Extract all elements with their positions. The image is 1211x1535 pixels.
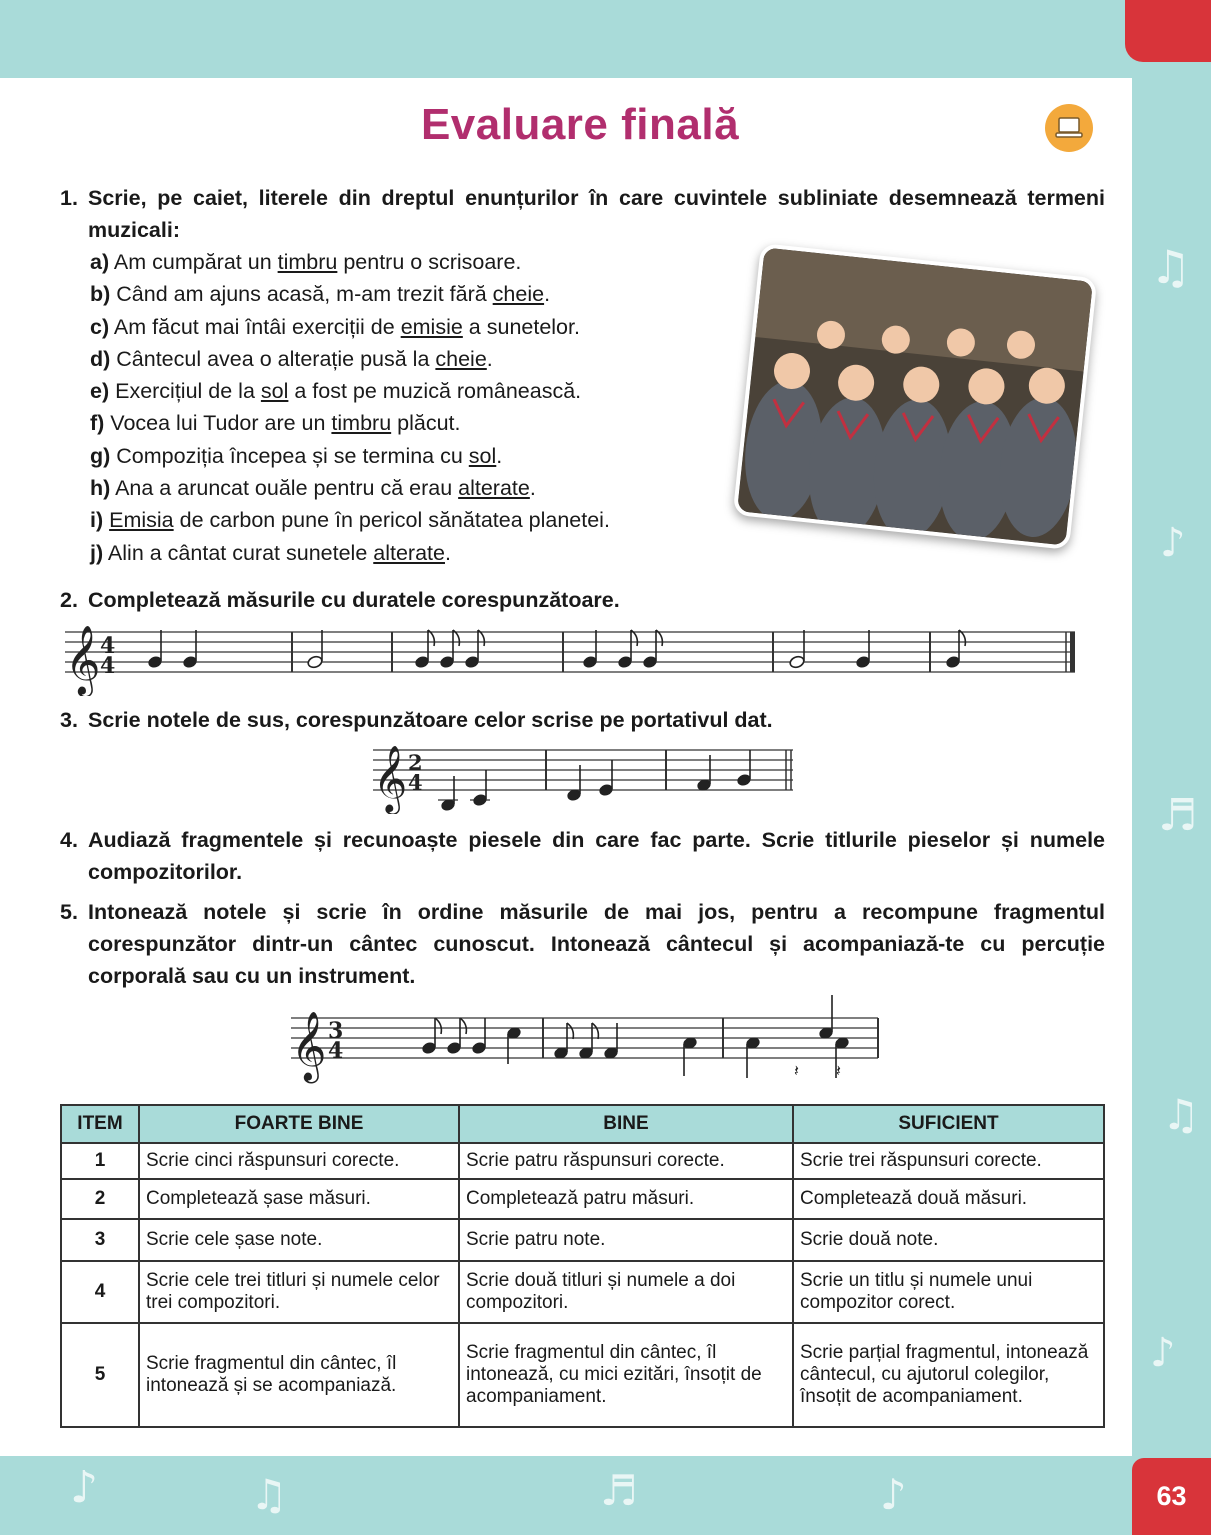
table-row: 3 Scrie cele șase note. Scrie patru note. Scrie două note. bbox=[61, 1219, 1104, 1261]
svg-text:4: 4 bbox=[408, 770, 423, 795]
list-item: f) Vocea lui Tudor are un timbru plăcut. bbox=[90, 411, 461, 436]
list-item: e) Exercițiul de la sol a fost pe muzică românească. bbox=[90, 379, 582, 404]
question-3 bbox=[60, 704, 1105, 736]
question-number: 3. bbox=[60, 708, 78, 732]
question-number: 5. bbox=[60, 900, 78, 924]
question-number: 1. bbox=[60, 186, 78, 210]
evaluation-rubric-table bbox=[60, 1104, 1105, 1428]
music-note-decoration: ♬ bbox=[600, 1466, 638, 1515]
list-item: h) Ana a aruncat ouăle pentru că erau alterate. bbox=[90, 476, 536, 501]
table-row: 2 Completează șase măsuri. Completează patru măsuri. Completează două măsuri. bbox=[61, 1179, 1104, 1219]
treble-clef-icon: 𝄞 bbox=[373, 744, 408, 812]
page-number: 63 bbox=[1132, 1458, 1211, 1535]
table-row: 4 Scrie cele trei titluri și numele celor trei compozitori. Scrie două titluri și numele a doi compozitori. Scrie un titlu și numele unui compozitor corect. bbox=[61, 1261, 1104, 1323]
treble-clef-icon: 𝄞 bbox=[65, 625, 101, 695]
music-staff-q2 bbox=[60, 612, 1080, 696]
svg-text:4: 4 bbox=[100, 633, 116, 659]
list-item: d) Cântecul avea o alterație pusă la cheie. bbox=[90, 346, 493, 371]
laptop-icon bbox=[1045, 104, 1093, 152]
question-text: Completează măsurile cu duratele corespunzătoare. bbox=[88, 588, 620, 612]
treble-clef-icon: 𝄞 bbox=[291, 1011, 327, 1081]
svg-text:4: 4 bbox=[100, 653, 116, 679]
music-note-decoration: ♪ bbox=[1160, 520, 1186, 566]
question-text: Scrie, pe caiet, literele din dreptul enunțurilor în care cuvintele subliniate desemnează termeni muzicali: bbox=[88, 186, 1105, 242]
list-item: i) Emisia de carbon pune în pericol sănătatea planetei. bbox=[90, 508, 610, 533]
music-note-decoration: ♪ bbox=[70, 1462, 99, 1513]
list-item: g) Compoziția începea și se termina cu sol. bbox=[90, 443, 503, 468]
list-item: b) Când am ajuns acasă, m-am trezit fără cheie. bbox=[90, 282, 551, 307]
svg-text:3: 3 bbox=[328, 1018, 344, 1044]
table-header-row bbox=[61, 1105, 1104, 1143]
question-text: Intonează notele și scrie în ordine măsurile de mai jos, pentru a recompune fragmentul corespunzător dintr-un cântec cunoscut. Intonează cântecul și acompaniază-te cu percuție corporală sau cu un instrument. bbox=[88, 900, 1105, 988]
music-staff-q5 bbox=[286, 992, 886, 1084]
music-note-decoration: ♫ bbox=[1162, 1090, 1200, 1139]
music-note-decoration: ♫ bbox=[250, 1470, 288, 1519]
question-4 bbox=[60, 824, 1105, 888]
list-item: a) Am cumpărat un timbru pentru o scrisoare. bbox=[90, 250, 522, 274]
header-foarte-bine: FOARTE BINE bbox=[139, 1105, 459, 1143]
q1-items-list bbox=[90, 246, 610, 569]
corner-tab bbox=[1125, 0, 1211, 62]
question-text: Scrie notele de sus, corespunzătoare celor scrise pe portativul dat. bbox=[88, 708, 773, 732]
table-row: 5 Scrie fragmentul din cântec, îl intonează și se acompaniază. Scrie fragmentul din cântec, îl intonează, cu mici ezitări, însoțit de acompaniament. Scrie parțial fragmentul, intonează cântecul, cu ajutorul colegilor, însoțit de acompaniament. bbox=[61, 1323, 1104, 1427]
music-note-decoration: ♫ bbox=[1150, 240, 1192, 294]
header-item: ITEM bbox=[61, 1105, 139, 1143]
choir-photo bbox=[733, 243, 1098, 550]
music-note-decoration: ♪ bbox=[880, 1470, 907, 1519]
page-title: Evaluare finală bbox=[420, 100, 740, 149]
header-suficient: SUFICIENT bbox=[793, 1105, 1104, 1143]
music-note-decoration: ♬ bbox=[1158, 790, 1198, 841]
list-item: j) Alin a cântat curat sunetele alterate. bbox=[90, 540, 451, 565]
question-number: 2. bbox=[60, 588, 78, 612]
svg-text:2: 2 bbox=[408, 750, 423, 775]
question-5 bbox=[60, 896, 1105, 992]
svg-text:4: 4 bbox=[328, 1038, 344, 1064]
question-number: 4. bbox=[60, 828, 78, 852]
question-1 bbox=[60, 182, 1105, 246]
svg-text:𝄽: 𝄽 bbox=[836, 1061, 841, 1080]
list-item: c) Am făcut mai întâi exerciții de emisie a sunetelor. bbox=[90, 314, 580, 339]
table-row: 1 Scrie cinci răspunsuri corecte. Scrie patru răspunsuri corecte. Scrie trei răspunsuri corecte. bbox=[61, 1143, 1104, 1179]
music-note-decoration: ♪ bbox=[1150, 1330, 1176, 1376]
header-bine: BINE bbox=[459, 1105, 793, 1143]
question-text: Audiază fragmentele și recunoaște piesele din care fac parte. Scrie titlurile pieselor și numele compozitorilor. bbox=[88, 828, 1105, 884]
music-staff-q3 bbox=[368, 734, 800, 814]
svg-text:𝄽: 𝄽 bbox=[794, 1061, 799, 1080]
